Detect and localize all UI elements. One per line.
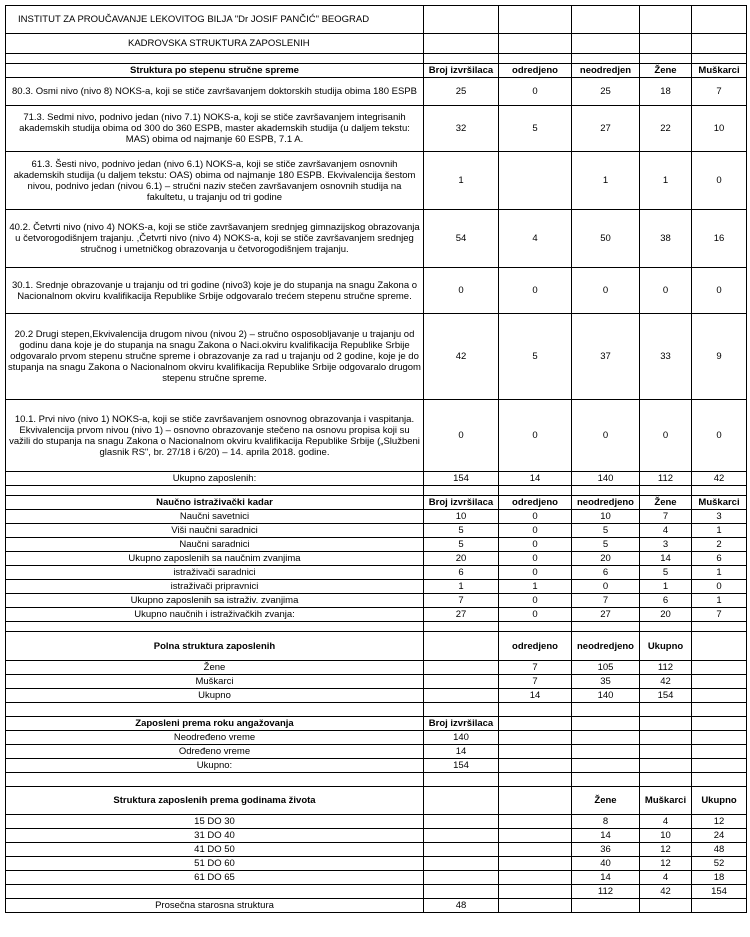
average-age-value: 48 bbox=[424, 899, 499, 913]
cell-value: 5 bbox=[424, 538, 499, 552]
cell-value: 18 bbox=[640, 78, 692, 106]
cell-value: 112 bbox=[640, 472, 692, 486]
age-header-row bbox=[6, 787, 747, 815]
column-header: Muškarci bbox=[640, 787, 692, 815]
cell-value: 32 bbox=[424, 106, 499, 152]
cell-value: 12 bbox=[640, 843, 692, 857]
cell-value: 18 bbox=[692, 871, 747, 885]
column-header: odredjeno bbox=[499, 64, 572, 78]
cell-value: 14 bbox=[572, 871, 640, 885]
cell-value: 42 bbox=[692, 472, 747, 486]
cell-value: 0 bbox=[572, 580, 640, 594]
age-range-label: 51 DO 60 bbox=[6, 857, 424, 871]
cell-value: 4 bbox=[640, 524, 692, 538]
table-row bbox=[6, 314, 747, 400]
cell-value: 154 bbox=[692, 885, 747, 899]
age-range-label: 41 DO 50 bbox=[6, 843, 424, 857]
row-label: Ukupno zaposlenih sa istraživ. zvanjima bbox=[6, 594, 424, 608]
table-row bbox=[6, 689, 747, 703]
cell-value: 0 bbox=[692, 152, 747, 210]
page-subtitle: KADROVSKA STRUKTURA ZAPOSLENIH bbox=[6, 34, 424, 54]
staff-structure-table bbox=[5, 5, 747, 913]
cell-value: 8 bbox=[572, 815, 640, 829]
cell-value: 38 bbox=[640, 210, 692, 268]
cell-value: 1 bbox=[692, 566, 747, 580]
cell-value: 5 bbox=[640, 566, 692, 580]
education-section-heading: Struktura po stepenu stručne spreme bbox=[6, 64, 424, 78]
cell-value: 1 bbox=[692, 524, 747, 538]
cell-value: 14 bbox=[424, 745, 499, 759]
age-range-label: 15 DO 30 bbox=[6, 815, 424, 829]
total-label: Ukupno zaposlenih: bbox=[6, 472, 424, 486]
gender-section-heading: Polna struktura zaposlenih bbox=[6, 632, 424, 661]
cell-value: 0 bbox=[572, 400, 640, 472]
cell-value bbox=[499, 152, 572, 210]
cell-value: 6 bbox=[424, 566, 499, 580]
cell-value: 7 bbox=[692, 78, 747, 106]
cell-value: 9 bbox=[692, 314, 747, 400]
cell-value: 0 bbox=[499, 78, 572, 106]
cell-value: 0 bbox=[424, 400, 499, 472]
cell-value: 7 bbox=[640, 510, 692, 524]
table-row bbox=[6, 580, 747, 594]
row-label: Ukupno naučnih i istraživačkih zvanja: bbox=[6, 608, 424, 622]
education-level-label: 71.3. Sedmi nivo, podnivo jedan (nivo 7.1) NOKS-a, koji se stiče završavanjem integrisanih akademskih studija obima od 300 do 360 ESPB, master akademskih studija (u daljem tekstu: MAS) obima od najmanje 60 ESPB, 7.1 A. bbox=[6, 106, 424, 152]
education-level-label: 61.3. Šesti nivo, podnivo jedan (nivo 6.1) NOKS-a, koji se stiče završavanjem osnovnih akademskih studija (u daljem tekstu: OAS) obima od najmanje 180 ESPB. Ekvivalencija šestom nivou, podnivo jedan (nivou 6.1) – stručni naziv stečen završavanjem osnovnih studija na fakultetu, u trajanju od tri godine bbox=[6, 152, 424, 210]
column-header: neodredjeno bbox=[572, 496, 640, 510]
table-row bbox=[6, 152, 747, 210]
cell-value: 25 bbox=[424, 78, 499, 106]
row-label: Neodređeno vreme bbox=[6, 731, 424, 745]
cell-value: 7 bbox=[692, 608, 747, 622]
row-label: Žene bbox=[6, 661, 424, 675]
row-label: istraživači pripravnici bbox=[6, 580, 424, 594]
cell-value: 1 bbox=[424, 152, 499, 210]
education-level-label: 10.1. Prvi nivo (nivo 1) NOKS-a, koji se stiče završavanjem osnovnog obrazovanja i vaspitanja. Ekvivalencija prvom nivou (nivo 1) – osnovno obrazovanje stečeno na osnovu propisa koji su važili do stupanja na snagu Zakona o Nacionalnom okviru kvalifikacija Republike Srbije („Službeni glasnik RS", br. 27/18 i 6/20) – 14. aprila 2018. godine. bbox=[6, 400, 424, 472]
cell-value: 0 bbox=[692, 268, 747, 314]
cell-value: 0 bbox=[499, 538, 572, 552]
cell-value: 4 bbox=[640, 815, 692, 829]
row-label: Ukupno: bbox=[6, 759, 424, 773]
cell-value: 0 bbox=[692, 400, 747, 472]
cell-value: 42 bbox=[640, 885, 692, 899]
cell-value: 0 bbox=[499, 524, 572, 538]
row-label: Ukupno bbox=[6, 689, 424, 703]
cell-value: 140 bbox=[572, 689, 640, 703]
cell-value: 154 bbox=[424, 759, 499, 773]
cell-value: 14 bbox=[640, 552, 692, 566]
row-label: Naučni savetnici bbox=[6, 510, 424, 524]
table-row bbox=[6, 885, 747, 899]
table-row bbox=[6, 843, 747, 857]
column-header: neodredjen bbox=[572, 64, 640, 78]
cell-value: 7 bbox=[424, 594, 499, 608]
cell-value: 105 bbox=[572, 661, 640, 675]
cell-value: 22 bbox=[640, 106, 692, 152]
cell-value: 10 bbox=[572, 510, 640, 524]
table-row bbox=[6, 78, 747, 106]
table-row bbox=[6, 210, 747, 268]
cell-value: 40 bbox=[572, 857, 640, 871]
cell-value: 25 bbox=[572, 78, 640, 106]
cell-value: 140 bbox=[424, 731, 499, 745]
age-range-label: 61 DO 65 bbox=[6, 871, 424, 885]
average-age-label: Prosečna starosna struktura bbox=[6, 899, 424, 913]
column-header: odredjeno bbox=[499, 496, 572, 510]
cell-value: 42 bbox=[640, 675, 692, 689]
education-level-label: 30.1. Srednje obrazovanje u trajanju od tri godine (nivo3) koje je do stupanja na snagu Zakona o Nacionalnom okviru kvalifikacija Republike Srbije odgovaralo trećem stepenu stručne spreme. bbox=[6, 268, 424, 314]
row-label: Naučni saradnici bbox=[6, 538, 424, 552]
cell-value: 7 bbox=[499, 661, 572, 675]
cell-value: 6 bbox=[572, 566, 640, 580]
education-header-row bbox=[6, 64, 747, 78]
cell-value: 27 bbox=[572, 106, 640, 152]
column-header: Broj izvršilaca bbox=[424, 496, 499, 510]
table-row bbox=[6, 538, 747, 552]
table-row bbox=[6, 524, 747, 538]
cell-value: 1 bbox=[424, 580, 499, 594]
age-range-label: 31 DO 40 bbox=[6, 829, 424, 843]
cell-value: 54 bbox=[424, 210, 499, 268]
cell-value: 5 bbox=[572, 524, 640, 538]
cell-value: 140 bbox=[572, 472, 640, 486]
cell-value: 10 bbox=[640, 829, 692, 843]
table-row bbox=[6, 675, 747, 689]
column-header: Ukupno bbox=[692, 787, 747, 815]
cell-value: 112 bbox=[640, 661, 692, 675]
cell-value: 5 bbox=[499, 106, 572, 152]
row-label: istraživači saradnici bbox=[6, 566, 424, 580]
column-header: neodredjeno bbox=[572, 632, 640, 661]
cell-value: 0 bbox=[640, 268, 692, 314]
cell-value: 0 bbox=[499, 268, 572, 314]
cell-value: 10 bbox=[424, 510, 499, 524]
education-level-label: 80.3. Osmi nivo (nivo 8) NOKS-a, koji se stiče završavanjem doktorskih studija obima 180 ESPB bbox=[6, 78, 424, 106]
column-header: Broj izvršilaca bbox=[424, 64, 499, 78]
research-header-row bbox=[6, 496, 747, 510]
engagement-header-row bbox=[6, 717, 747, 731]
cell-value: 42 bbox=[424, 314, 499, 400]
table-row bbox=[6, 510, 747, 524]
table-row bbox=[6, 566, 747, 580]
cell-value: 12 bbox=[692, 815, 747, 829]
cell-value: 24 bbox=[692, 829, 747, 843]
cell-value: 154 bbox=[640, 689, 692, 703]
cell-value: 48 bbox=[692, 843, 747, 857]
cell-value: 0 bbox=[640, 400, 692, 472]
cell-value: 37 bbox=[572, 314, 640, 400]
cell-value: 7 bbox=[572, 594, 640, 608]
column-header: Žene bbox=[640, 64, 692, 78]
table-row bbox=[6, 899, 747, 913]
table-row bbox=[6, 759, 747, 773]
table-row bbox=[6, 594, 747, 608]
cell-value: 0 bbox=[499, 552, 572, 566]
table-row bbox=[6, 268, 747, 314]
cell-value: 5 bbox=[499, 314, 572, 400]
cell-value: 1 bbox=[640, 152, 692, 210]
cell-value: 10 bbox=[692, 106, 747, 152]
cell-value: 33 bbox=[640, 314, 692, 400]
cell-value: 0 bbox=[499, 608, 572, 622]
cell-value: 0 bbox=[692, 580, 747, 594]
cell-value: 0 bbox=[572, 268, 640, 314]
row-label: Viši naučni saradnici bbox=[6, 524, 424, 538]
table-row bbox=[6, 472, 747, 486]
cell-value: 35 bbox=[572, 675, 640, 689]
cell-value: 0 bbox=[499, 400, 572, 472]
column-header: Ukupno bbox=[640, 632, 692, 661]
cell-value: 112 bbox=[572, 885, 640, 899]
cell-value: 4 bbox=[499, 210, 572, 268]
table-row bbox=[6, 400, 747, 472]
cell-value: 7 bbox=[499, 675, 572, 689]
cell-value: 0 bbox=[499, 594, 572, 608]
column-header: Muškarci bbox=[692, 64, 747, 78]
cell-value: 1 bbox=[692, 594, 747, 608]
cell-value: 2 bbox=[692, 538, 747, 552]
education-level-label: 40.2. Četvrti nivo (nivo 4) NOKS-a, koji se stiče završavanjem srednjeg gimnazijskog obrazovanja u četvorogodišnjem trajanju. ,Četvrti nivo (nivo 4) NOKS-a, koji se stiče završavanjem srednjeg stručnog i umetničkog obrazovanja u četvorogodišnjem trajanju. bbox=[6, 210, 424, 268]
cell-value: 1 bbox=[572, 152, 640, 210]
cell-value: 4 bbox=[640, 871, 692, 885]
cell-value: 3 bbox=[692, 510, 747, 524]
cell-value: 154 bbox=[424, 472, 499, 486]
cell-value: 12 bbox=[640, 857, 692, 871]
table-row bbox=[6, 815, 747, 829]
cell-value: 20 bbox=[640, 608, 692, 622]
column-header: Broj izvršilaca bbox=[424, 717, 499, 731]
cell-value: 5 bbox=[572, 538, 640, 552]
table-row bbox=[6, 106, 747, 152]
table-row bbox=[6, 857, 747, 871]
cell-value: 50 bbox=[572, 210, 640, 268]
table-row bbox=[6, 829, 747, 843]
institute-title: INSTITUT ZA PROUČAVANJE LEKOVITOG BILJA "Dr JOSIF PANČIĆ" BEOGRAD bbox=[6, 6, 424, 34]
table-row bbox=[6, 745, 747, 759]
gender-header-row bbox=[6, 632, 747, 661]
research-section-heading: Naučno istraživački kadar bbox=[6, 496, 424, 510]
engagement-section-heading: Zaposleni prema roku angažovanja bbox=[6, 717, 424, 731]
cell-value: 5 bbox=[424, 524, 499, 538]
cell-value: 0 bbox=[499, 510, 572, 524]
cell-value: 1 bbox=[499, 580, 572, 594]
cell-value: 20 bbox=[424, 552, 499, 566]
cell-value: 6 bbox=[640, 594, 692, 608]
cell-value: 27 bbox=[424, 608, 499, 622]
cell-value: 6 bbox=[692, 552, 747, 566]
age-section-heading: Struktura zaposlenih prema godinama života bbox=[6, 787, 424, 815]
cell-value: 0 bbox=[424, 268, 499, 314]
cell-value: 16 bbox=[692, 210, 747, 268]
column-header: odredjeno bbox=[499, 632, 572, 661]
column-header: Žene bbox=[572, 787, 640, 815]
row-label: Ukupno zaposlenih sa naučnim zvanjima bbox=[6, 552, 424, 566]
cell-value: 14 bbox=[499, 689, 572, 703]
cell-value: 0 bbox=[499, 566, 572, 580]
education-level-label: 20.2 Drugi stepen,Ekvivalencija drugom nivou (nivou 2) – stručno osposobljavanje u trajanju od godinu dana koje je do stupanja na snagu Zakona o Naci.okviru kvalifikacija Republike Srbije odgovaralo prvom stepenu stručne spreme i obrazovanje za rad u trajanju od 2 godine, koje je do stupanja na snagu Zakona o Nacionalnom okviru kvalifikacija Republike Srbije odgovaralo drugom stepenu stručne spreme. bbox=[6, 314, 424, 400]
row-label: Određeno vreme bbox=[6, 745, 424, 759]
table-row bbox=[6, 871, 747, 885]
cell-value: 3 bbox=[640, 538, 692, 552]
column-header: Žene bbox=[640, 496, 692, 510]
cell-value: 14 bbox=[572, 829, 640, 843]
cell-value: 52 bbox=[692, 857, 747, 871]
table-row bbox=[6, 731, 747, 745]
table-row bbox=[6, 608, 747, 622]
table-row bbox=[6, 661, 747, 675]
cell-value: 27 bbox=[572, 608, 640, 622]
table-row bbox=[6, 552, 747, 566]
cell-value: 1 bbox=[640, 580, 692, 594]
row-label: Muškarci bbox=[6, 675, 424, 689]
cell-value: 20 bbox=[572, 552, 640, 566]
cell-value: 36 bbox=[572, 843, 640, 857]
cell-value: 14 bbox=[499, 472, 572, 486]
column-header: Muškarci bbox=[692, 496, 747, 510]
age-range-label bbox=[6, 885, 424, 899]
